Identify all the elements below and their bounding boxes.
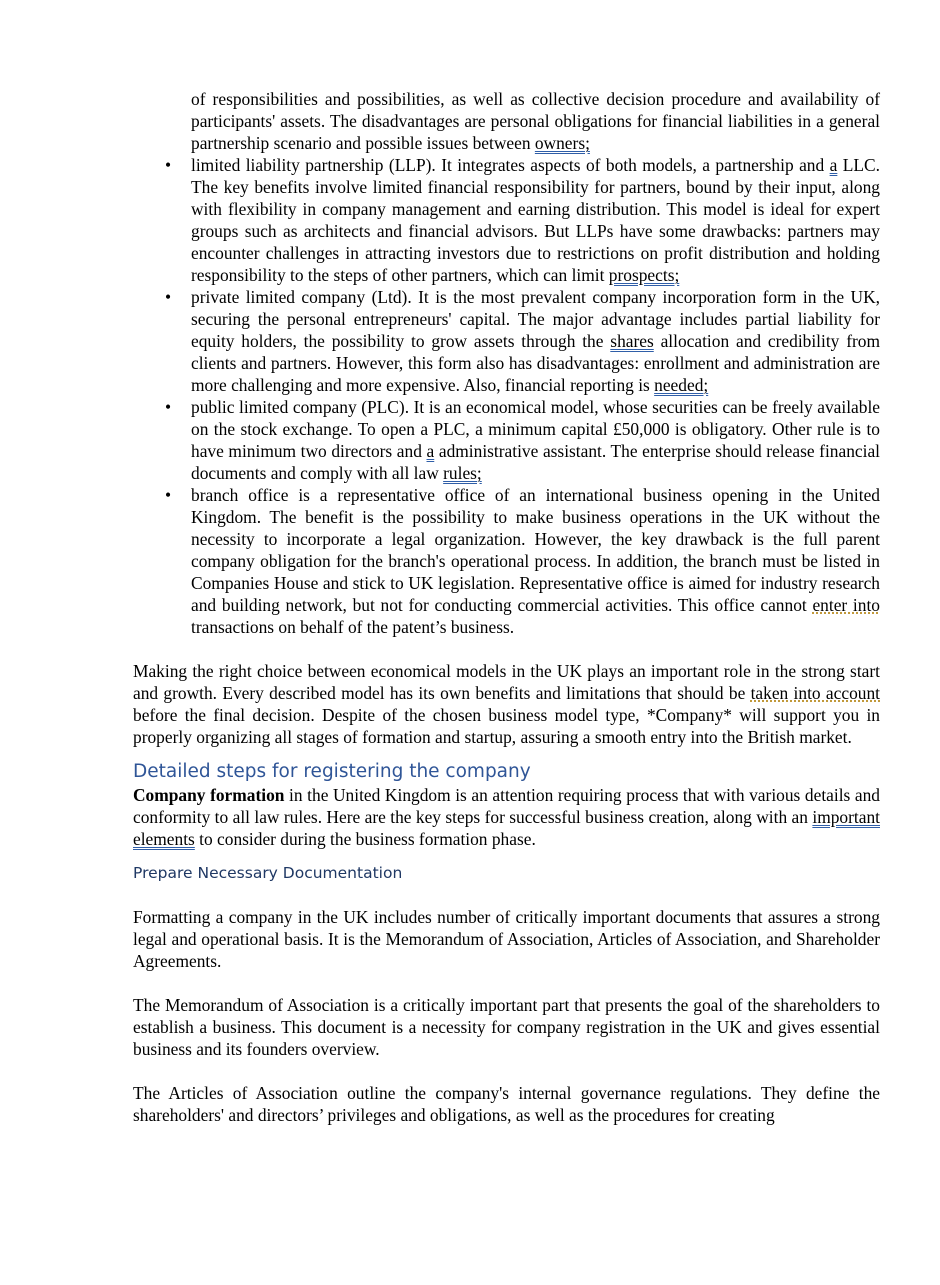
spacer xyxy=(133,972,880,994)
grammar-flag[interactable]: important elements xyxy=(133,807,880,849)
list-item-continued: of responsibilities and possibilities, as well as collective decision procedure and availability of participants' assets. The disadvantages are personal obligations for financial liabilities in a general partnership scenario and possible issues between owners; xyxy=(191,89,880,153)
grammar-flag[interactable]: owners; xyxy=(534,133,590,153)
steps-intro-paragraph: Company formation in the United Kingdom is an attention requiring process that with various details and conformity to all law rules. Here are the key steps for successful business creation, along with an important elements to consider during the business formation phase. xyxy=(133,785,880,849)
docs-paragraph-1: Formatting a company in the UK includes number of critically important documents that assures a strong legal and operational basis. It is the Memorandum of Association, Articles of Association, and Shareholder Agreements. xyxy=(133,907,880,971)
spacer xyxy=(133,884,880,906)
list-item-plc: • public limited company (PLC). It is an economical model, whose securities can be freely available on the stock exchange. To open a PLC, a minimum capital £50,000 is obligatory. Other rule is to have minimum two directors and a administrative assistant. The enterprise should release financial documents and comply with all law rules; xyxy=(133,396,880,484)
subsection-heading: Prepare Necessary Documentation xyxy=(133,864,403,882)
docs-paragraph-2: The Memorandum of Association is a critically important part that presents the goal of the shareholders to establish a business. This document is a necessity for company registration in the UK and gives essential business and its founders overview. xyxy=(133,995,880,1059)
spacer xyxy=(133,1060,880,1082)
list-item-branch-office: • branch office is a representative office of an international business opening in the United Kingdom. The benefit is the possibility to make business operations in the UK without the necessity to incorporate a legal organization. However, the key drawback is the full parent company obligation for the branch's operational process. In addition, the branch must be listed in Companies House and stick to UK legislation. Representative office is aimed for industry research and building network, but not for conducting commercial activities. This office cannot enter into transactions on behalf of the patent’s business. xyxy=(133,484,880,638)
spacer xyxy=(133,638,880,660)
document-body xyxy=(133,88,880,1126)
docs-paragraph-3: The Articles of Association outline the company's internal governance regulations. They define the shareholders' and directors’ privileges and obligations, as well as the procedures for creating xyxy=(133,1083,880,1125)
style-flag[interactable]: enter into xyxy=(812,595,880,615)
conclusion-paragraph: Making the right choice between economical models in the UK plays an important role in the strong start and growth. Every described model has its own benefits and limitations that should be taken into account before the final decision. Despite of the chosen business model type, *Company* will support you in properly organizing all stages of formation and startup, assuring a smooth entry into the British market. xyxy=(133,661,880,747)
list-item-ltd: • private limited company (Ltd). It is the most prevalent company incorporation form in the UK, securing the personal entrepreneurs' capital. The major advantage includes partial liability for equity holders, the possibility to grow assets through the shares allocation and credibility from clients and partners. However, this form also has disadvantages: enrollment and administration are more challenging and more expensive. Also, financial reporting is needed; xyxy=(133,286,880,396)
bullet-icon: • xyxy=(164,287,172,307)
bullet-icon: • xyxy=(164,485,172,505)
bullet-icon: • xyxy=(164,397,172,417)
list-item-llp: • limited liability partnership (LLP). It integrates aspects of both models, a partnership and a LLC. The key benefits involve limited financial responsibility for partners, bound by their input, along with flexibility in company management and earning distribution. This model is ideal for expert groups such as architects and financial advisors. But LLPs have some drawbacks: partners may encounter challenges in attracting investors due to restrictions on profit distribution and holding responsibility to the steps of other partners, which can limit prospects; xyxy=(133,154,880,286)
grammar-flag[interactable]: rules; xyxy=(443,463,482,483)
style-flag[interactable]: taken into account xyxy=(750,683,880,703)
bold-term: Company formation xyxy=(133,785,285,805)
grammar-flag[interactable]: prospects; xyxy=(608,265,680,285)
grammar-flag[interactable]: a xyxy=(426,441,435,461)
grammar-flag[interactable]: shares xyxy=(610,331,654,351)
grammar-flag[interactable]: needed; xyxy=(654,375,709,395)
bullet-icon: • xyxy=(164,155,172,175)
grammar-flag[interactable]: a xyxy=(829,155,838,175)
section-heading: Detailed steps for registering the company xyxy=(133,761,531,782)
business-types-list xyxy=(133,88,880,638)
